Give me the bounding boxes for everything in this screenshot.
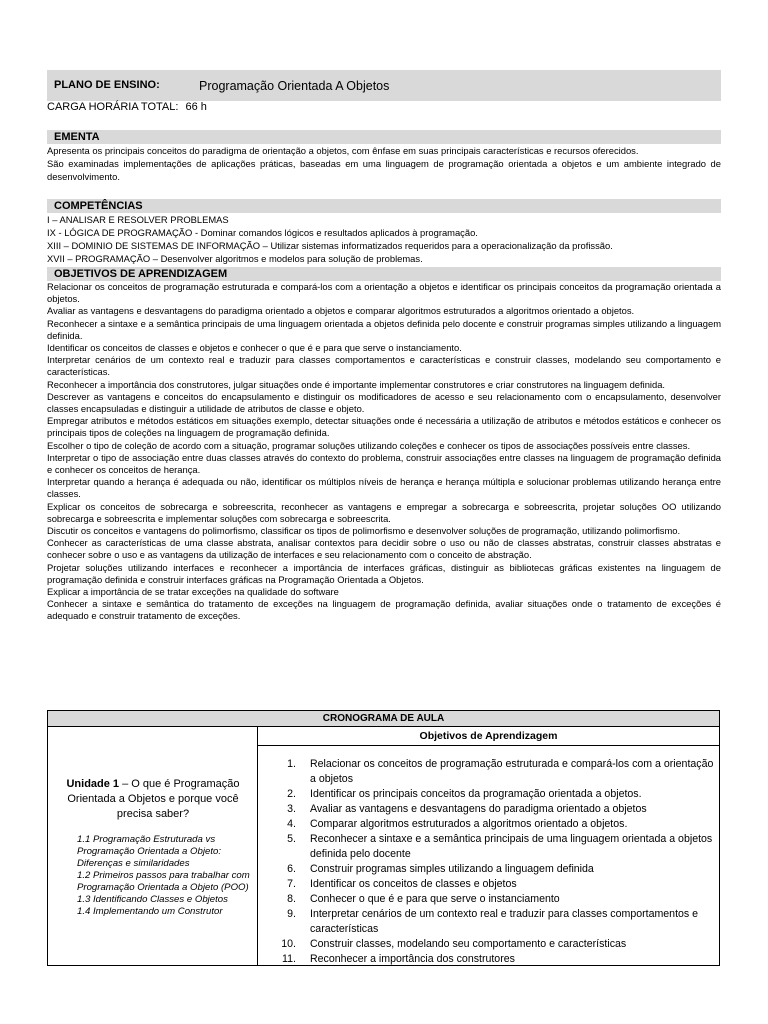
objetivo-item: Interpretar o tipo de associação entre duas classes através do contexto do problema, construir associações entre classes na linguagem de programação definida e conhecer os conceitos de herança. bbox=[47, 451, 721, 476]
item-text: Avaliar as vantagens e desvantagens do paradigma orientado a objetos bbox=[310, 803, 647, 815]
objetivo-item: Identificar os conceitos de classes e objetos e conhecer o que é e para que serve o instanciamento. bbox=[47, 342, 462, 354]
objetivo-item: Projetar soluções utilizando interfaces e reconhecer a importância de interfaces gráficas, distinguir as bibliotecas gráficas existentes na linguagem de programação definida e construir interfaces gráficas na Programação Orientada a Objetos. bbox=[47, 561, 721, 585]
list-item bbox=[274, 937, 714, 952]
item-text: Identificar os principais conceitos da programação orientada a objetos. bbox=[310, 788, 642, 800]
unit-topics bbox=[56, 834, 250, 918]
objetivo-item: Interpretar quando a herança é adequada ou não, identificar os múltiplos níveis de herança e herança múltipla e solucionar problemas utilizando herança entre classes. bbox=[47, 476, 721, 500]
item-text: Construir programas simples utilizando a linguagem definida bbox=[310, 863, 594, 875]
item-number: 5. bbox=[287, 833, 296, 845]
unit-cell bbox=[56, 777, 250, 918]
cronograma-title: CRONOGRAMA DE AULA bbox=[48, 711, 719, 727]
objetivo-item: Escolher o tipo de coleção de acordo com a situação, programar soluções utilizando coleções e conhecer os tipos de associações possíveis entre classes. bbox=[47, 439, 691, 451]
list-item bbox=[274, 952, 714, 967]
objetivos-list bbox=[47, 281, 721, 623]
competencia-item: XVII – PROGRAMAÇÃO – Desenvolver algoritmos e modelos para solução de problemas. bbox=[47, 253, 423, 264]
list-item bbox=[274, 832, 714, 862]
cronograma-table bbox=[47, 710, 720, 966]
objetivo-item: Descrever as vantagens e conceitos do encapsulamento e distinguir os modificadores de acesso e seu relacionamento com o encapsulamento, desenvolver classes encapsuladas e distinguir a utilidade de atributos de classe e objeto. bbox=[47, 390, 721, 415]
unit-topic: 1.3 Identificando Classes e Objetos bbox=[77, 894, 228, 905]
item-number: 1. bbox=[287, 758, 296, 770]
item-number: 10. bbox=[281, 938, 296, 950]
list-item bbox=[274, 757, 714, 787]
column-divider bbox=[257, 727, 258, 965]
objetivos-title: OBJETIVOS DE APRENDIZAGEM bbox=[54, 268, 228, 280]
item-text: Conhecer o que é e para que serve o instanciamento bbox=[310, 893, 560, 905]
item-number: 3. bbox=[287, 803, 296, 815]
item-number: 2. bbox=[287, 788, 296, 800]
list-item bbox=[274, 817, 714, 832]
item-number: 11. bbox=[282, 953, 296, 965]
item-number: 7. bbox=[287, 878, 296, 890]
item-text: Interpretar cenários de um contexto real e traduzir para classes comportamentos e características bbox=[310, 908, 699, 935]
ementa-text bbox=[47, 144, 721, 184]
objetivos-column-header: Objetivos de Aprendizagem bbox=[258, 727, 719, 746]
unit-question: – O que é Programação Orientada a Objetos e porque você precisa saber? bbox=[67, 778, 240, 820]
list-item bbox=[274, 907, 714, 937]
ementa-line: Apresenta os principais conceitos do paradigma de orientação a objetos, com ênfase em suas principais características e recursos oferecidos. bbox=[47, 145, 639, 156]
workload-label: CARGA HORÁRIA TOTAL: bbox=[47, 101, 179, 113]
competencia-item: IX - LÓGICA DE PROGRAMAÇÃO - Dominar comandos lógicos e resultados aplicados à programação. bbox=[47, 227, 478, 238]
objetivo-item: Discutir os conceitos e vantagens do polimorfismo, classificar os tipos de polimorfismo e desenvolver soluções de programação, utilizando polimorfismo. bbox=[47, 525, 681, 537]
item-number: 6. bbox=[287, 863, 296, 875]
list-item bbox=[274, 862, 714, 877]
item-text: Construir classes, modelando seu comportamento e características bbox=[310, 938, 627, 950]
unit-topic: 1.2 Primeiros passos para trabalhar com Programação Orientada a Objeto (POO) bbox=[77, 870, 250, 893]
plan-label: PLANO DE ENSINO: bbox=[54, 79, 160, 91]
objetivo-item: Relacionar os conceitos de programação estruturada e compará-los com a orientação a objetos e identificar os principais conceitos da programação orientada a objetos. bbox=[47, 281, 721, 305]
ementa-line: São examinadas implementações de aplicações práticas, baseadas em uma linguagem de programação orientada a objetos e um ambiente integrado de desenvolvimento. bbox=[47, 158, 721, 183]
workload bbox=[47, 101, 207, 113]
item-text: Reconhecer a importância dos construtores bbox=[310, 953, 515, 965]
item-text: Reconhecer a sintaxe e a semântica principais de uma linguagem orientada a objetos definida pelo docente bbox=[310, 833, 713, 860]
ementa-title: EMENTA bbox=[54, 131, 100, 143]
ementa-header bbox=[47, 130, 721, 144]
course-title: Programação Orientada A Objetos bbox=[199, 79, 390, 93]
list-item bbox=[274, 892, 714, 907]
objetivo-item: Explicar os conceitos de sobrecarga e sobreescrita, reconhecer as vantagens e empregar a sobrecarga e sobreescrita, projetar soluções OO utilizando sobrecarga e sobreescrita e implementar soluções com sobrecarga e sobreescrita. bbox=[47, 500, 721, 524]
competencia-item: I – ANALISAR E RESOLVER PROBLEMAS bbox=[47, 214, 229, 225]
list-item bbox=[274, 802, 714, 817]
competencia-item: XIII – DOMINIO DE SISTEMAS DE INFORMAÇÃO – Utilizar sistemas informatizados requeridos para a operacionalização da profissão. bbox=[47, 240, 613, 251]
workload-value: 66 h bbox=[185, 101, 207, 113]
competencias-title: COMPETÊNCIAS bbox=[54, 200, 143, 212]
list-item bbox=[274, 787, 714, 802]
objetivos-header bbox=[47, 267, 721, 281]
objetivo-item: Conhecer as características de uma classe abstrata, analisar contextos para decidir sobre o uso ou não de classes abstratas, construir classes abstratas e conhecer sobre o uso e as vantagens da utilização de interfaces e seu relacionamento com o conceito de abstração. bbox=[47, 537, 721, 561]
item-text: Comparar algoritmos estruturados a algoritmos orientado a objetos. bbox=[310, 818, 628, 830]
unit-number: Unidade 1 bbox=[66, 778, 120, 790]
competencias-list bbox=[47, 213, 721, 265]
item-number: 9. bbox=[287, 908, 296, 920]
unit-topic: 1.1 Programação Estruturada vs Programação Orientada a Objeto: Diferenças e similaridades bbox=[77, 834, 221, 869]
objetivo-item: Conhecer a sintaxe e semântica do tratamento de exceções na linguagem de programação definida, avaliar situações onde o tratamento de exceções é adequado e construir tratamento de exceções. bbox=[47, 598, 721, 622]
objetivo-item: Avaliar as vantagens e desvantagens do paradigma orientado a objetos e comparar algoritmos estruturados a algoritmos orientado a objetos. bbox=[47, 305, 635, 317]
list-item bbox=[274, 877, 714, 892]
objetivo-item: Reconhecer a sintaxe e a semântica principais de uma linguagem orientada a objetos definida pelo docente e construir programas simples utilizando a linguagem definida. bbox=[47, 317, 721, 341]
header-bar bbox=[47, 70, 721, 101]
objetivo-item: Interpretar cenários de um contexto real e traduzir para classes comportamentos e características e construir classes, modelando seu comportamento e características. bbox=[47, 354, 721, 378]
objetivo-item: Explicar a importância de se tratar exceções na qualidade do software bbox=[47, 586, 339, 598]
item-number: 8. bbox=[287, 893, 296, 905]
objetivo-item: Empregar atributos e métodos estáticos em situações exemplo, detectar situações onde é necessária a utilização de atributos e métodos estáticos e conhecer os principais tipos de coleções na linguagem de programação definida. bbox=[47, 415, 721, 439]
competencias-header bbox=[47, 199, 721, 213]
objetivo-item: Reconhecer a importância dos construtores, julgar situações onde é importante implementar construtores e criar construtores na linguagem definida. bbox=[47, 378, 666, 390]
item-text: Relacionar os conceitos de programação estruturada e compará-los com a orientação a objetos bbox=[310, 758, 714, 785]
objectives-numbered-list bbox=[274, 757, 714, 967]
item-text: Identificar os conceitos de classes e objetos bbox=[310, 878, 517, 890]
unit-heading bbox=[56, 777, 250, 822]
item-number: 4. bbox=[287, 818, 296, 830]
unit-topic: 1.4 Implementando um Construtor bbox=[77, 906, 223, 917]
